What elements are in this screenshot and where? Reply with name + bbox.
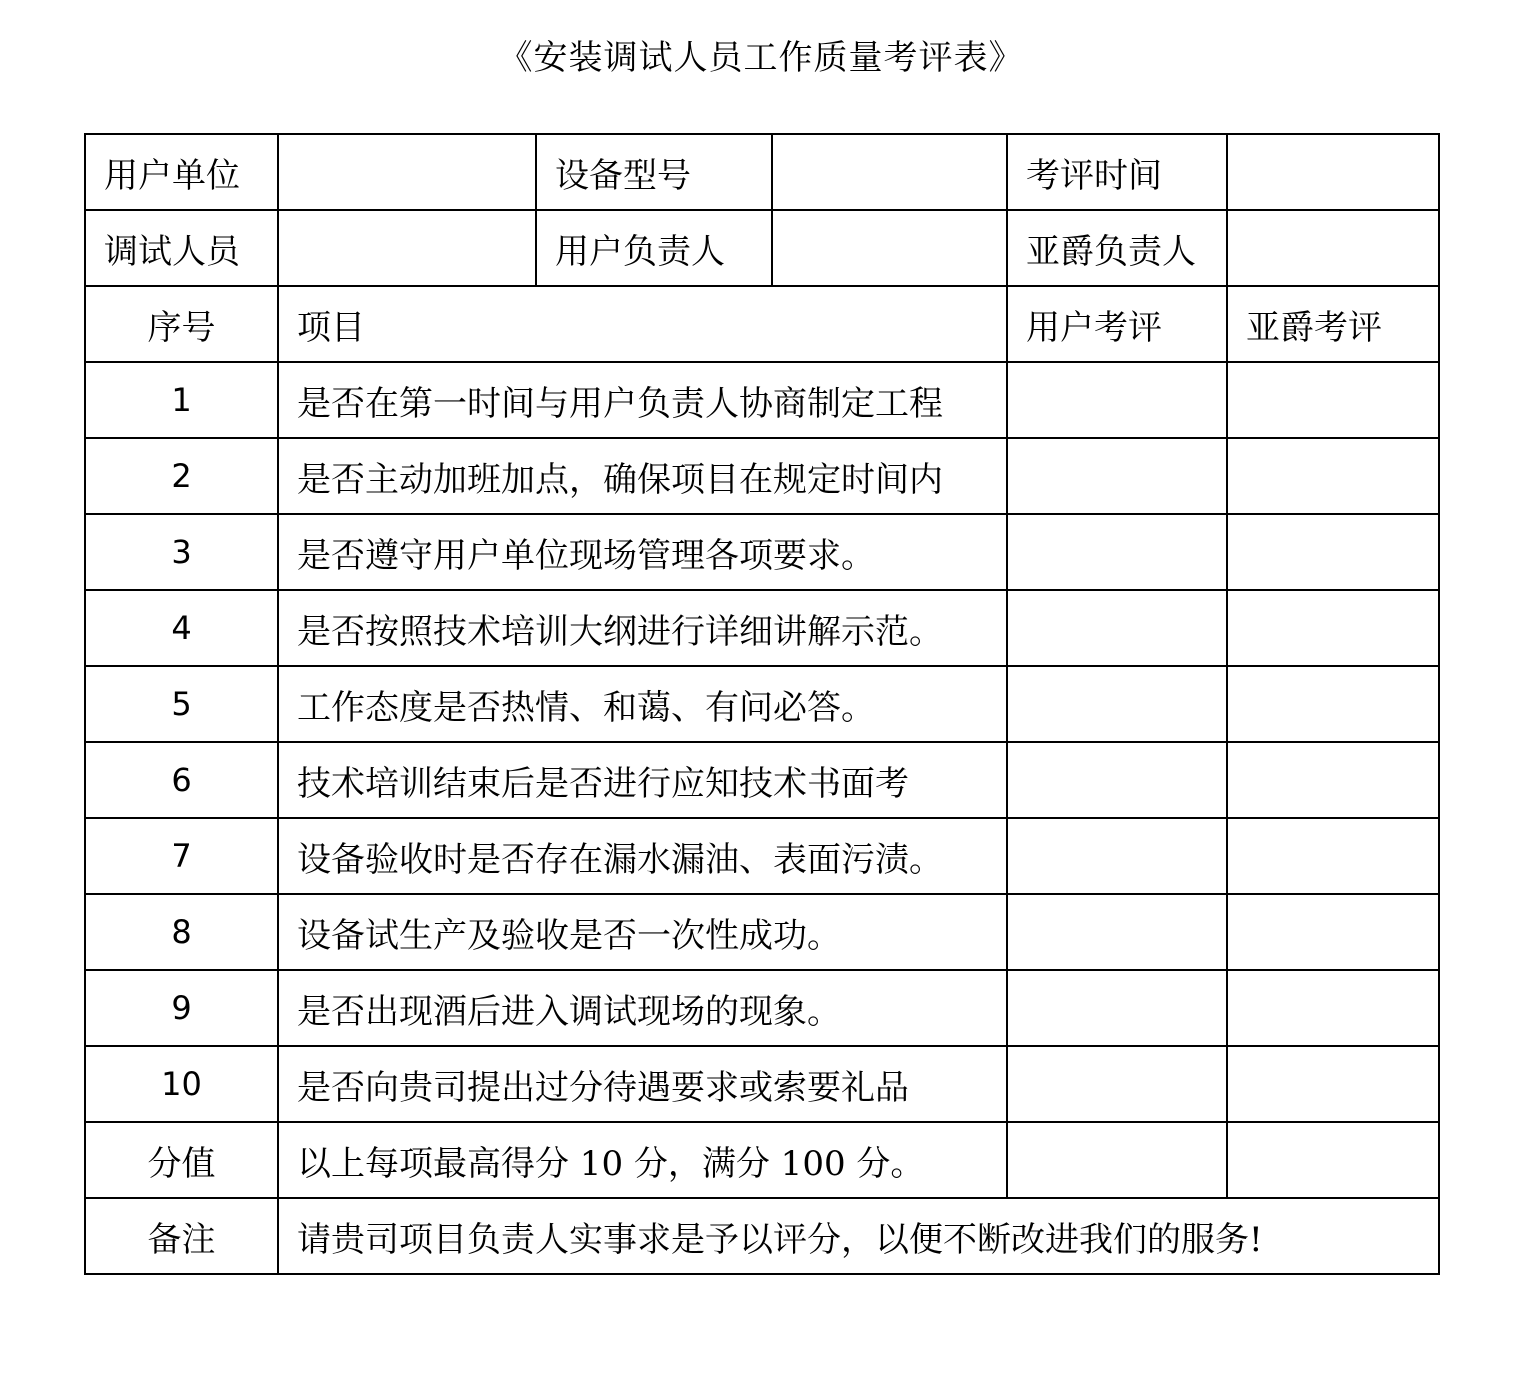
item-text: 是否在第一时间与用户负责人协商制定工程 [278, 362, 1007, 438]
item-number: 5 [85, 666, 278, 742]
review-time-label: 考评时间 [1007, 134, 1227, 210]
table-row [85, 514, 1439, 590]
item-number: 7 [85, 818, 278, 894]
item-number: 4 [85, 590, 278, 666]
installer-label: 调试人员 [85, 210, 278, 286]
user-review-column-header: 用户考评 [1007, 286, 1227, 362]
item-text: 是否遵守用户单位现场管理各项要求。 [278, 514, 1007, 590]
yajue-score-cell[interactable] [1227, 742, 1439, 818]
item-text: 技术培训结束后是否进行应知技术书面考 [278, 742, 1007, 818]
yajue-score-cell[interactable] [1227, 514, 1439, 590]
table-row [85, 742, 1439, 818]
device-model-label: 设备型号 [536, 134, 772, 210]
item-text: 是否向贵司提出过分待遇要求或索要礼品 [278, 1046, 1007, 1122]
table-row [85, 438, 1439, 514]
item-number: 1 [85, 362, 278, 438]
remark-label: 备注 [85, 1198, 278, 1274]
device-model-field[interactable] [772, 134, 1007, 210]
yajue-review-column-header: 亚爵考评 [1227, 286, 1439, 362]
score-label: 分值 [85, 1122, 278, 1198]
user-lead-field[interactable] [772, 210, 1007, 286]
item-text: 设备试生产及验收是否一次性成功。 [278, 894, 1007, 970]
remark-row [85, 1198, 1439, 1274]
item-number: 2 [85, 438, 278, 514]
user-score-cell[interactable] [1007, 590, 1227, 666]
column-header-row [85, 286, 1439, 362]
item-number: 3 [85, 514, 278, 590]
user-score-cell[interactable] [1007, 742, 1227, 818]
item-number: 6 [85, 742, 278, 818]
review-time-field[interactable] [1227, 134, 1439, 210]
table-row [85, 894, 1439, 970]
item-column-header: 项目 [278, 286, 1007, 362]
user-unit-label: 用户单位 [85, 134, 278, 210]
item-number: 9 [85, 970, 278, 1046]
item-text: 设备验收时是否存在漏水漏油、表面污渍。 [278, 818, 1007, 894]
yajue-score-cell[interactable] [1227, 818, 1439, 894]
user-score-cell[interactable] [1007, 438, 1227, 514]
header-row-1 [85, 134, 1439, 210]
table-row [85, 1046, 1439, 1122]
table-row [85, 666, 1439, 742]
yajue-score-cell[interactable] [1227, 362, 1439, 438]
user-lead-label: 用户负责人 [536, 210, 772, 286]
item-text: 是否主动加班加点，确保项目在规定时间内 [278, 438, 1007, 514]
yajue-score-cell[interactable] [1227, 438, 1439, 514]
yajue-score-cell[interactable] [1227, 1046, 1439, 1122]
item-text: 工作态度是否热情、和蔼、有问必答。 [278, 666, 1007, 742]
item-text: 是否按照技术培训大纲进行详细讲解示范。 [278, 590, 1007, 666]
remark-text: 请贵司项目负责人实事求是予以评分，以便不断改进我们的服务! [278, 1198, 1439, 1274]
table-row [85, 970, 1439, 1046]
yajue-score-cell[interactable] [1227, 666, 1439, 742]
yajue-score-cell[interactable] [1227, 970, 1439, 1046]
user-score-cell[interactable] [1007, 894, 1227, 970]
document-title: 《安装调试人员工作质量考评表》 [498, 38, 1024, 78]
installer-field[interactable] [278, 210, 536, 286]
item-number: 10 [85, 1046, 278, 1122]
user-score-cell[interactable] [1007, 362, 1227, 438]
score-row [85, 1122, 1439, 1198]
user-score-cell[interactable] [1007, 970, 1227, 1046]
yajue-score-cell[interactable] [1227, 894, 1439, 970]
yajue-lead-label: 亚爵负责人 [1007, 210, 1227, 286]
score-text: 以上每项最高得分 10 分，满分 100 分。 [278, 1122, 1007, 1198]
user-score-cell[interactable] [1007, 666, 1227, 742]
user-total-cell[interactable] [1007, 1122, 1227, 1198]
evaluation-table [84, 133, 1440, 1275]
table-row [85, 590, 1439, 666]
table-row [85, 362, 1439, 438]
yajue-total-cell[interactable] [1227, 1122, 1439, 1198]
header-row-2 [85, 210, 1439, 286]
seq-column-header: 序号 [85, 286, 278, 362]
user-score-cell[interactable] [1007, 514, 1227, 590]
user-unit-field[interactable] [278, 134, 536, 210]
user-score-cell[interactable] [1007, 1046, 1227, 1122]
yajue-lead-field[interactable] [1227, 210, 1439, 286]
table-row [85, 818, 1439, 894]
item-number: 8 [85, 894, 278, 970]
yajue-score-cell[interactable] [1227, 590, 1439, 666]
user-score-cell[interactable] [1007, 818, 1227, 894]
item-text: 是否出现酒后进入调试现场的现象。 [278, 970, 1007, 1046]
